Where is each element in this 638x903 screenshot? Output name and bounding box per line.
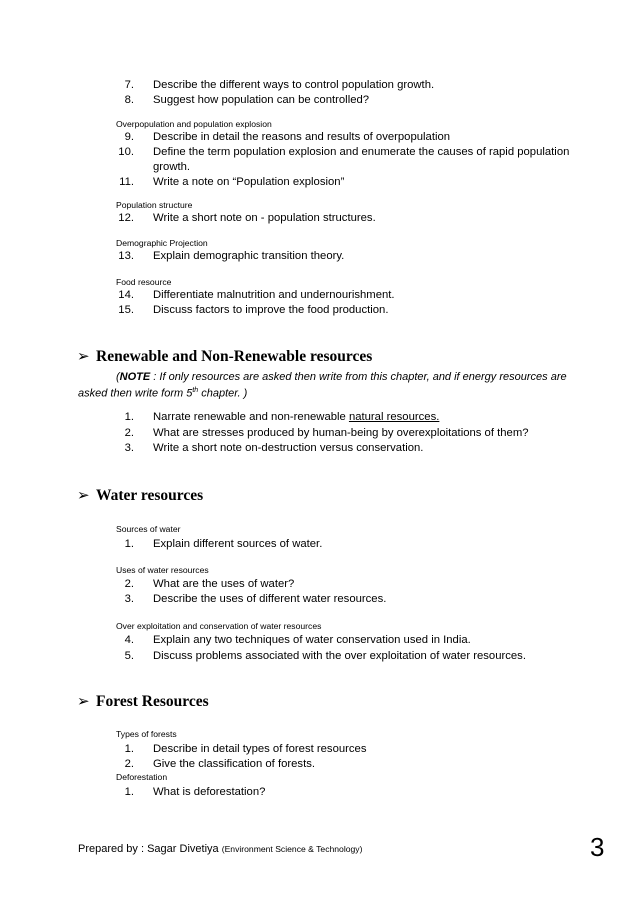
list-item-number: 15. [118, 304, 134, 316]
list-item-number: 1. [124, 786, 134, 798]
list-item: Describe in detail types of forest resources [153, 743, 367, 755]
arrow-bullet-icon: ➢ [77, 693, 90, 710]
section-heading-renewable: Renewable and Non-Renewable resources [96, 348, 373, 365]
list-item-number: 14. [118, 289, 134, 301]
list-item: Describe the different ways to control population growth. [153, 79, 435, 91]
list-item-number: 13. [118, 250, 134, 262]
list-item: What is deforestation? [153, 786, 266, 798]
subsection-title: Food resource [116, 277, 172, 287]
arrow-bullet-icon: ➢ [77, 487, 90, 504]
list-item-continuation: growth. [153, 161, 191, 173]
list-item: Write a short note on-destruction versus conservation. [153, 442, 424, 454]
subsection-title: Demographic Projection [116, 238, 208, 248]
list-item: Differentiate malnutrition and undernourishment. [153, 289, 395, 301]
list-item-number: 12. [118, 212, 134, 224]
arrow-bullet-icon: ➢ [77, 348, 90, 365]
section-heading-forest: Forest Resources [96, 693, 209, 710]
page-number: 3 [590, 832, 605, 862]
footer-affiliation: (Environment Science & Technology) [221, 844, 363, 854]
note-label: NOTE [119, 371, 151, 383]
list-item: What are the uses of water? [153, 578, 295, 590]
list-item: Give the classification of forests. [153, 758, 315, 770]
list-item-number: 3. [124, 593, 134, 605]
list-item: Explain demographic transition theory. [153, 250, 345, 262]
list-item-number: 1. [124, 743, 134, 755]
subsection-title: Uses of water resources [116, 565, 209, 575]
list-item: What are stresses produced by human-being by overexploitations of them? [153, 427, 529, 439]
note-line-2: asked then write form 5th chapter. ) [78, 387, 248, 400]
list-item-number: 2. [124, 578, 134, 590]
list-item: Describe in detail the reasons and results of overpopulation [153, 131, 451, 143]
list-item: Narrate renewable and non-renewable natural resources. [153, 411, 440, 423]
list-item: Discuss problems associated with the over exploitation of water resources. [153, 650, 526, 662]
note-line-1: (NOTE : If only resources are asked then write from this chapter, and if energy resources are [116, 371, 567, 383]
list-item-number: 8. [124, 94, 134, 106]
list-item-number: 10. [118, 146, 134, 158]
list-item: Suggest how population can be controlled? [153, 94, 370, 106]
list-item-number: 2. [124, 758, 134, 770]
list-item: Describe the uses of different water resources. [153, 593, 387, 605]
subsection-title: Population structure [116, 200, 193, 210]
list-item-number: 5. [124, 650, 134, 662]
list-item-number: 1. [124, 411, 134, 423]
subsection-title: Sources of water [116, 524, 181, 534]
natural-resources-link: natural resources. [348, 411, 440, 423]
list-item-number: 2. [124, 427, 134, 439]
list-item: Explain any two techniques of water conservation used in India. [153, 634, 471, 646]
subsection-title: Over exploitation and conservation of water resources [116, 621, 322, 631]
list-item-number: 9. [124, 131, 134, 143]
list-item: Discuss factors to improve the food production. [153, 304, 389, 316]
footer-prepared-by: Prepared by : Sagar Divetiya (Environment Science & Technology) [78, 843, 363, 855]
list-item: Write a short note on - population structures. [153, 212, 376, 224]
footer-divider [0, 829, 638, 830]
list-item: Write a note on “Population explosion” [153, 176, 345, 188]
list-item-number: 1. [124, 538, 134, 550]
section-heading-water: Water resources [96, 487, 204, 504]
subsection-title: Overpopulation and population explosion [116, 119, 272, 129]
subsection-title: Types of forests [116, 729, 177, 739]
list-item-number: 7. [124, 79, 134, 91]
list-item-number: 4. [124, 634, 134, 646]
list-item-number: 3. [124, 442, 134, 454]
list-item: Explain different sources of water. [153, 538, 323, 550]
list-item: Define the term population explosion and enumerate the causes of rapid population [153, 146, 570, 158]
subsection-title: Deforestation [116, 772, 168, 782]
list-item-number: 11. [119, 176, 134, 188]
